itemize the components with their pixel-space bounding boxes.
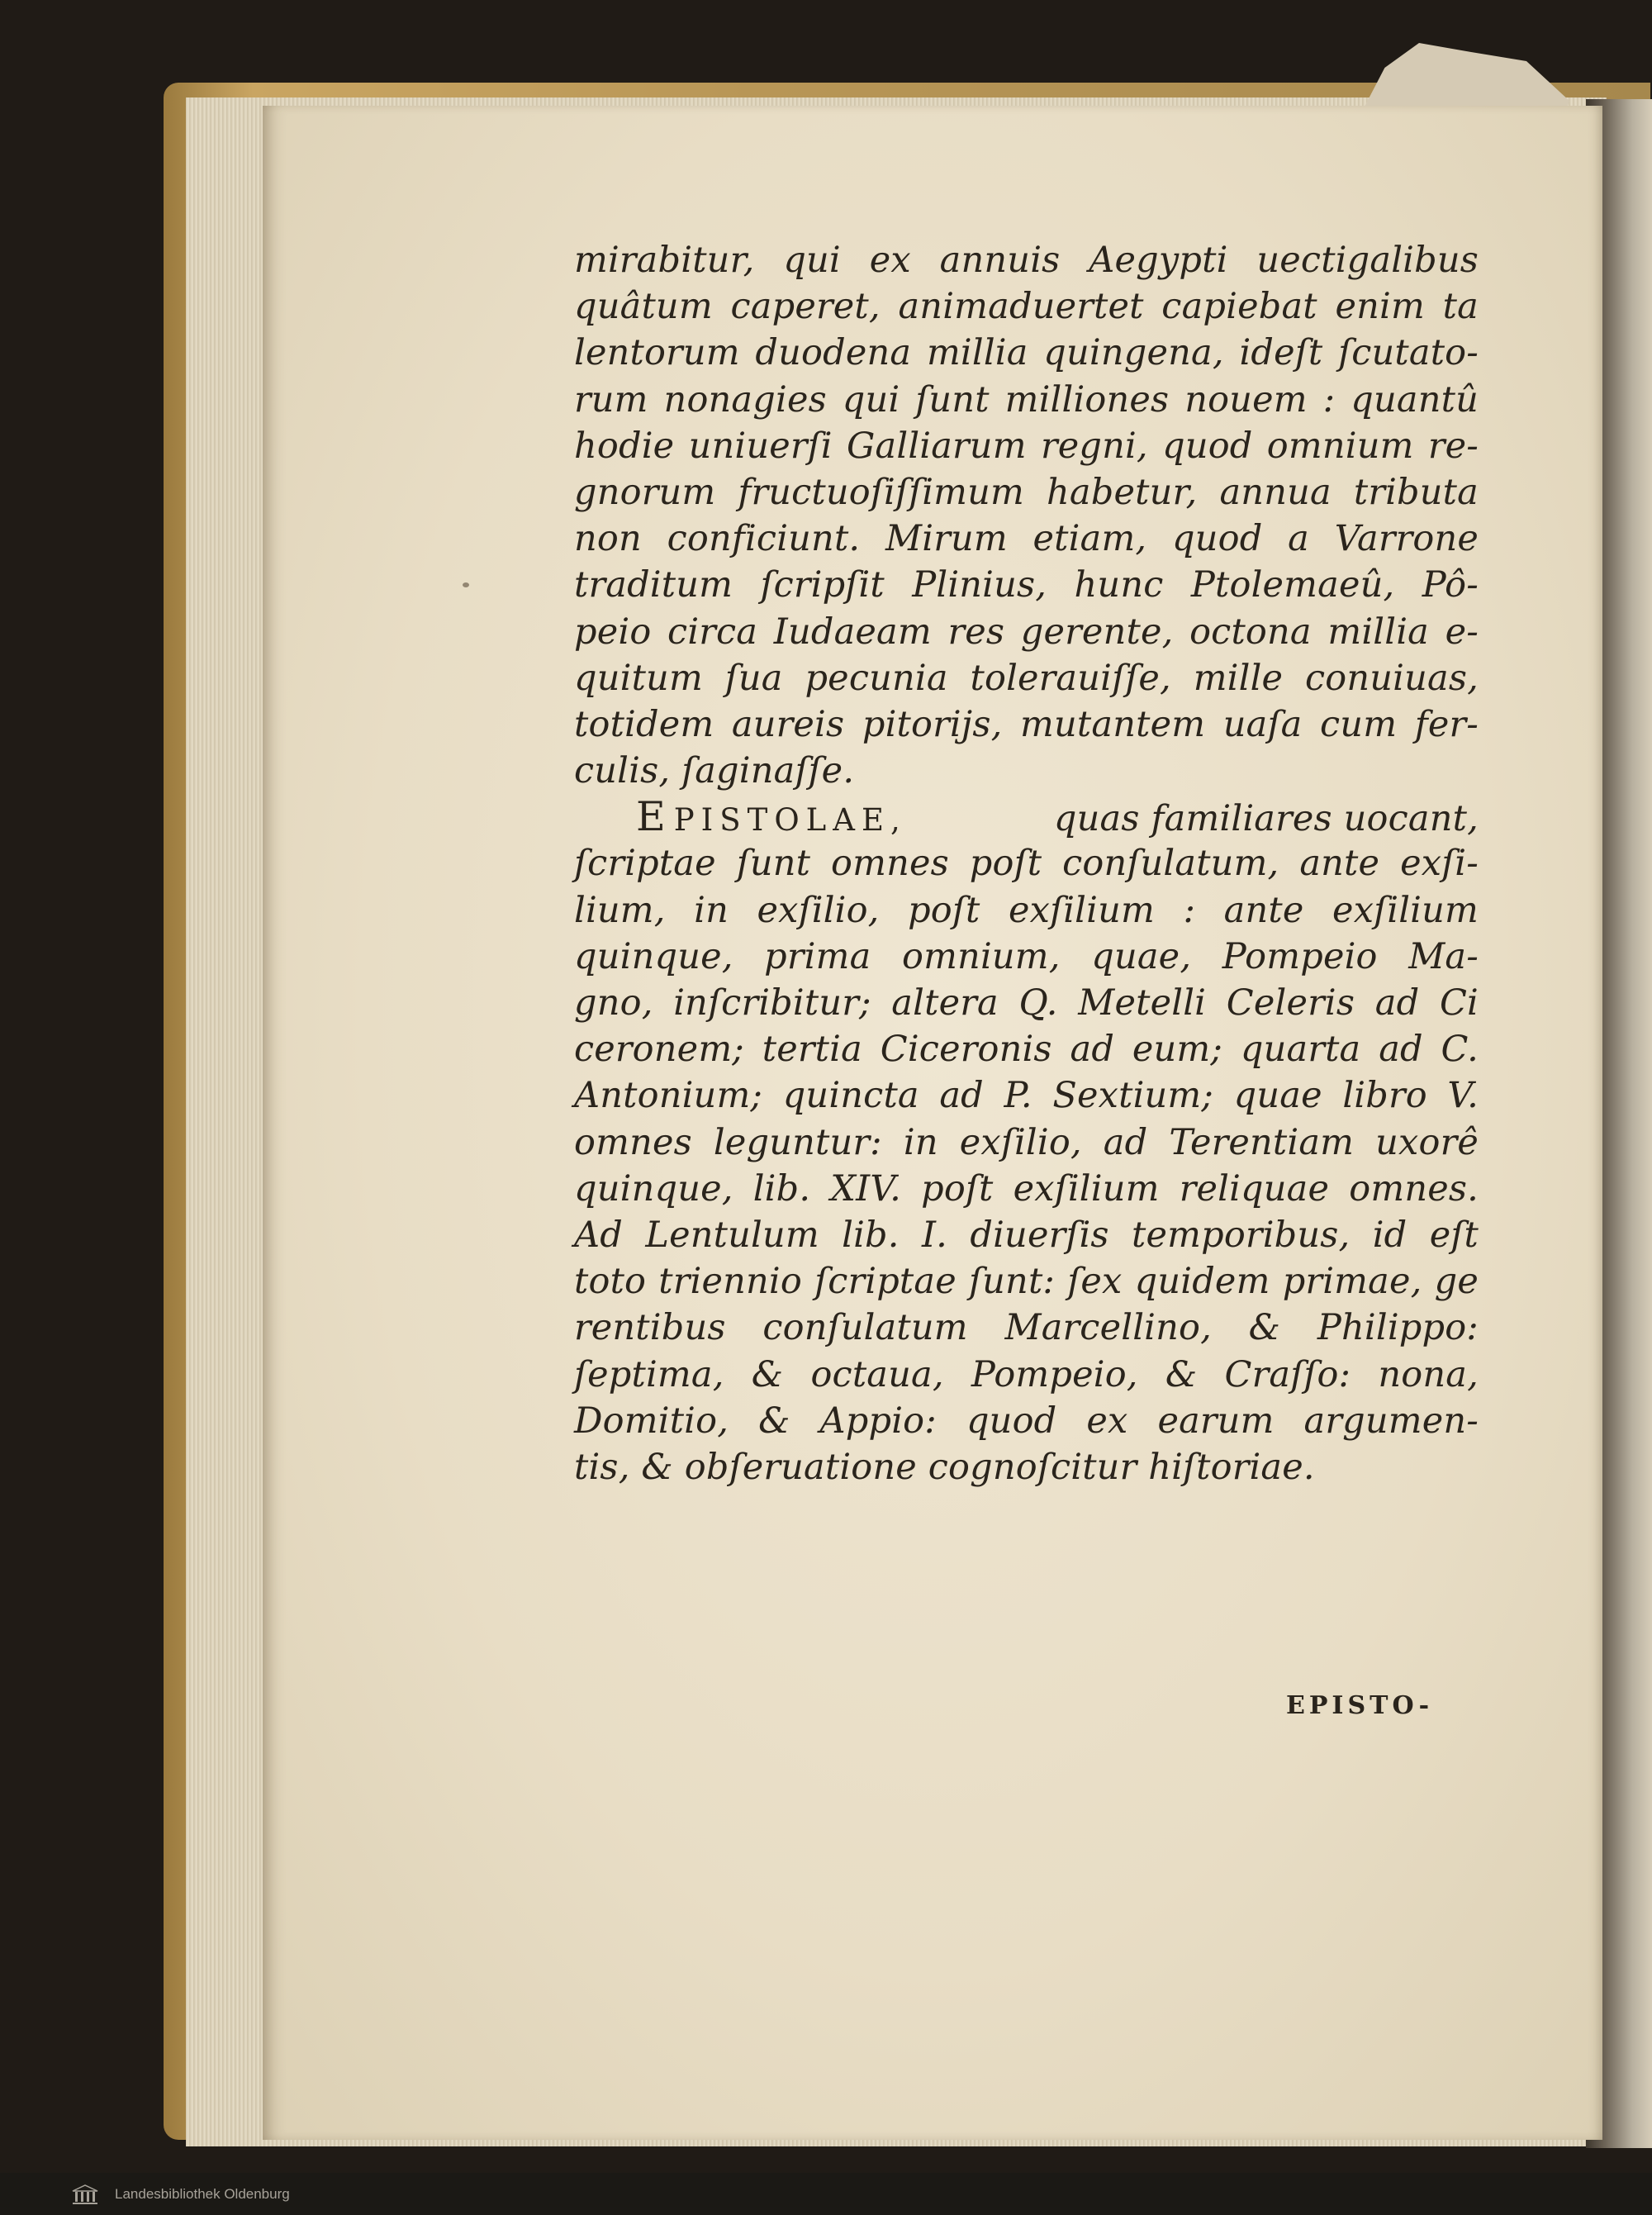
text-line: rentibus conſulatum Marcellino, & Philippo: [574, 1307, 1479, 1349]
text-line: tis, & obſeruatione cognoſcitur hiſtoriae. [574, 1446, 1315, 1488]
text-line: gnorum fructuoſiſſimum habetur, annua tributa [574, 471, 1479, 513]
text-line: Domitio, & Appio: quod ex earum argumen- [574, 1400, 1479, 1442]
text-line: Antonium; quincta ad P. Sextium; quae libro V. [574, 1075, 1479, 1117]
text-line: quâtum caperet, animaduertet capiebat enim ta [574, 286, 1479, 328]
text-line: rum nonagies qui ſunt milliones nouem : quantû [574, 378, 1479, 421]
text-line: mirabitur, qui ex annuis Aegypti uectigalibus [574, 240, 1479, 281]
text-line: culis, ſaginaſſe. [574, 750, 855, 792]
text-line: omnes leguntur: in exſilio, ad Terentiam uxorê [574, 1121, 1479, 1163]
text-line: quinque, lib. XIV. poſt exſilium reliquae omnes. [574, 1167, 1479, 1210]
text-line: quinque, prima omnium, quae, Pompeio Ma- [574, 935, 1479, 977]
ink-speck [463, 582, 469, 587]
text-line: ſeptima, & octaua, Pompeio, & Craſſo: nona, [574, 1353, 1479, 1395]
text-line: lentorum duodena millia quingena, ideſt ſcutato- [574, 332, 1479, 374]
caps-rest: PISTOLAE, [673, 802, 907, 839]
text-line: ceronem; tertia Ciceronis ad eum; quarta ad C. [574, 1029, 1479, 1071]
text-line: peio circa Iudaeam res gerente, octona millia e- [574, 611, 1479, 653]
paragraph-opening [574, 794, 1479, 840]
drop-initial: E [636, 793, 674, 841]
viewer-footer [0, 2173, 1652, 2215]
page-text [574, 237, 1479, 1490]
text-line: Ad Lentulum lib. I. diuerſis temporibus, id eſt [574, 1214, 1479, 1256]
text-line-rest: quas familiares uocant, [1053, 798, 1479, 840]
text-line: non conficiunt. Mirum etiam, quod a Varrone [574, 518, 1479, 560]
text-line: quitum ſua pecunia tolerauiſſe, mille conuiuas, [574, 657, 1479, 699]
text-line: gno, inſcribitur; altera Q. Metelli Celeris ad Ci [574, 982, 1479, 1024]
library-name: Landesbibliothek Oldenburg [115, 2185, 290, 2202]
library-building-icon [70, 2183, 100, 2206]
text-line: traditum ſcripſit Plinius, hunc Ptolemaeû, Pô- [574, 564, 1479, 606]
text-line: toto triennio ſcriptae ſunt: ſex quidem primae, ge [574, 1261, 1479, 1303]
text-line: hodie uniuerſi Galliarum regni, quod omnium re- [574, 425, 1479, 467]
text-line: ſcriptae ſunt omnes poſt conſulatum, ante exſi- [574, 843, 1479, 885]
catchword: EPISTO- [1286, 1691, 1434, 1720]
text-line: totidem aureis pitorijs, mutantem uaſa cum fer- [574, 703, 1479, 745]
small-caps-heading [636, 794, 907, 844]
text-line: lium, in exſilio, poſt exſilium : ante exſilium [574, 889, 1479, 931]
